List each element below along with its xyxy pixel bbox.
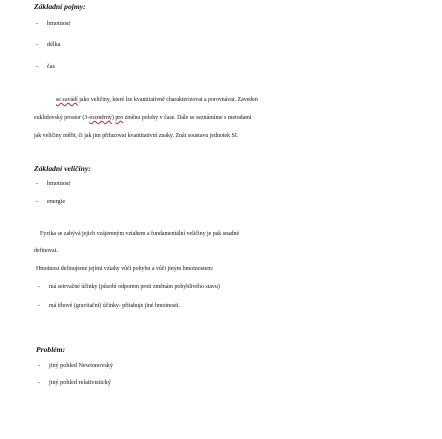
section-heading-basic-concepts: Základní pojmy: — [34, 2, 86, 11]
paragraph-line: definovat. — [34, 248, 58, 254]
dash-icon: - — [38, 362, 41, 369]
dash-icon: - — [36, 63, 39, 70]
dash-icon: - — [38, 379, 41, 386]
dash-icon: - — [36, 180, 39, 187]
section-heading-basic-quantities: Základní veličiny: — [34, 164, 91, 173]
list-item: - délka — [36, 41, 61, 48]
paragraph-line: Fyzika se zabývá jejich vzájemným vztahem a fundamentální veličiny je pak snadné — [40, 231, 240, 237]
dash-icon: - — [38, 303, 40, 309]
list-item: - hmotnost — [36, 180, 71, 187]
paragraph-line: euklidovský prostor (3-rozměrný) pro změnu polohy v čase. Dále se seznámíme s metodami — [34, 115, 252, 121]
dash-icon: - — [36, 41, 39, 48]
section-heading-problem: Problém: — [36, 345, 66, 354]
dash-icon: - — [36, 20, 39, 27]
list-item: - jiný pohled Newtonovský — [38, 362, 113, 369]
paragraph-line: jak veličiny měřit, či jak jim přiřazovat kvantitativní znaky. Znát soustavu jednotek SI. — [34, 133, 239, 139]
dash-icon: - — [38, 284, 40, 290]
list-item: - energie — [36, 198, 66, 205]
list-item: - čas — [36, 63, 55, 70]
list-item: - má tíhové (gravitační) účinky- přitahuje jiné hmotnosti. — [38, 303, 181, 309]
paragraph-line: se zavádí jako veličiny, které lze kvantitativně charakterizovat a porovnávat. Zaveden — [56, 97, 258, 103]
dash-icon: - — [36, 198, 39, 205]
paragraph-line: Hmotnost definujeme jejími vztahy vůči pohybu a vůči jiným hmotnostem: — [36, 266, 214, 272]
list-item: - jiný pohled relativistický — [38, 379, 111, 386]
list-item: - má setrvačné účinky (působí odporem proti změnám pohyblivého stavu) — [38, 284, 220, 290]
list-item: - hmotnost — [36, 20, 71, 27]
